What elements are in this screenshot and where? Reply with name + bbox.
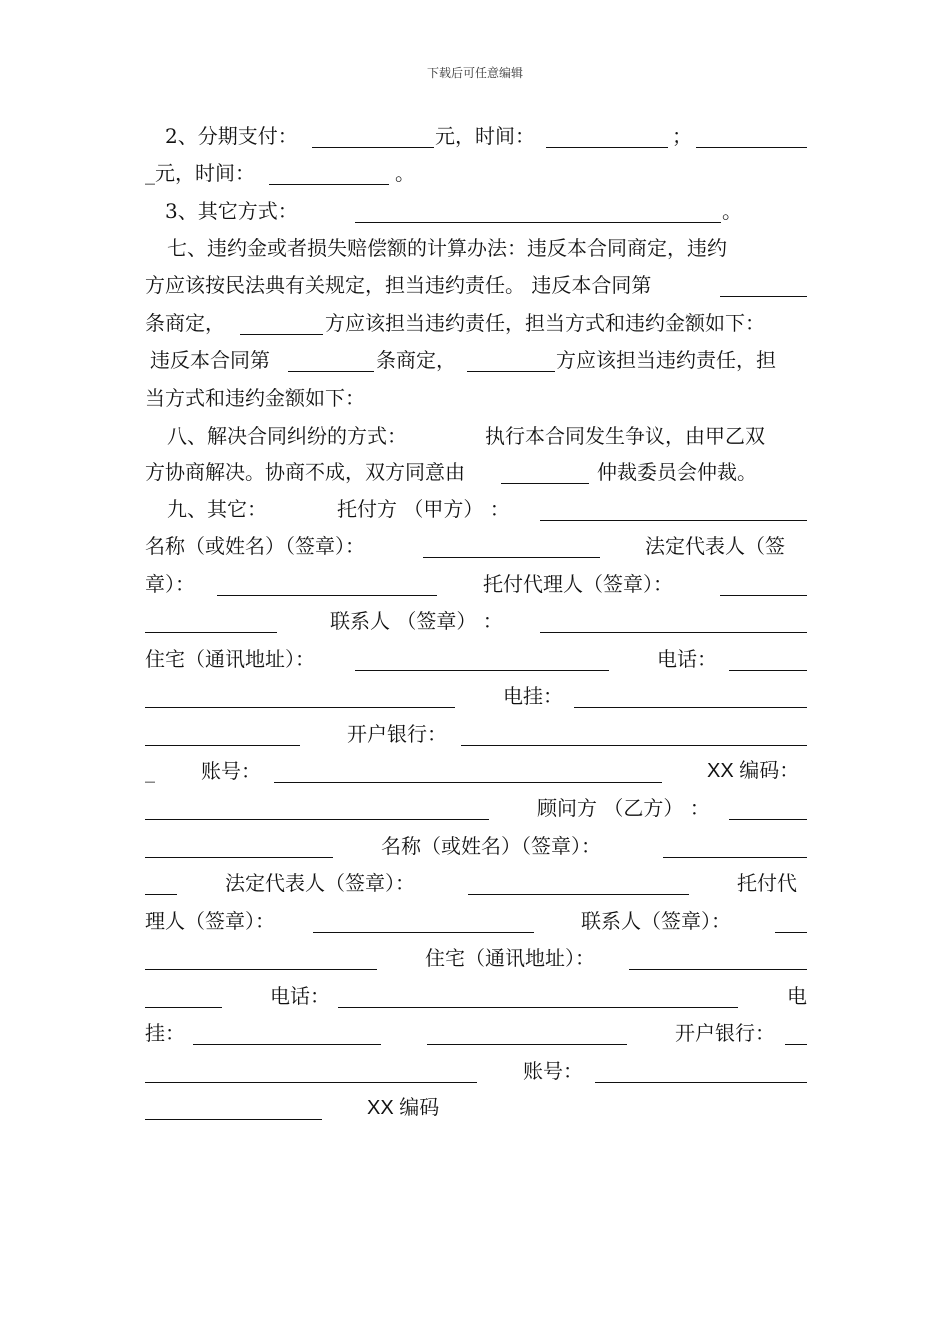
clause9-line9 <box>145 793 807 823</box>
clause9-line13 <box>145 943 807 973</box>
consultant-party-label: 顾问方 （乙方） ： <box>537 796 710 820</box>
client-phone-blank-2[interactable] <box>145 707 455 708</box>
arbitration-commission-blank[interactable] <box>501 483 589 484</box>
consultant-contact-blank[interactable] <box>775 932 807 933</box>
clause9-line15 <box>145 1018 807 1048</box>
consultant-account-blank-2[interactable] <box>145 1119 322 1120</box>
line-installment-2 <box>145 158 807 188</box>
consultant-bank-blank-2[interactable] <box>145 1082 477 1083</box>
client-agent-blank-2[interactable] <box>145 632 277 633</box>
clause9-line7 <box>145 719 807 749</box>
clause7-text-4b: 条商定， <box>376 348 456 372</box>
client-phone-blank[interactable] <box>729 670 807 671</box>
period-2: 。 <box>722 199 742 223</box>
consultant-party-blank-2[interactable] <box>145 857 333 858</box>
clause9-line5 <box>145 644 807 674</box>
client-contact-label: 联系人 （签章） ： <box>330 609 503 633</box>
client-name-blank[interactable] <box>423 557 600 558</box>
consultant-legal-rep-label: 法定代表人（签章）： <box>225 871 415 895</box>
consultant-agent-label: 托付代 <box>737 871 797 895</box>
client-account-blank[interactable] <box>274 782 662 783</box>
consultant-telegraph-label-2: 挂： <box>145 1021 185 1045</box>
client-account-label: 账号： <box>201 759 261 783</box>
clause7-line1 <box>145 233 807 263</box>
consultant-telegraph-label: 电 <box>787 984 807 1008</box>
clause7-text-3b: 方应该担当违约责任，担当方式和违约金额如下： <box>325 311 765 335</box>
clause8-text-2a: 方协商解决。协商不成，双方同意由 <box>145 460 465 484</box>
clause8-text-1b: 执行本合同发生争议，由甲乙双 <box>485 424 765 448</box>
yuan-time-label-2: _元，时间： <box>145 161 255 185</box>
yuan-time-label: 元，时间： <box>435 124 535 148</box>
consultant-name-label: 名称（或姓名）（签章）： <box>381 834 601 858</box>
client-party-blank[interactable] <box>540 520 807 521</box>
clause8-line1 <box>145 421 807 451</box>
consultant-agent-blank[interactable] <box>313 932 534 933</box>
period: 。 <box>395 161 415 185</box>
client-name-label: 名称（或姓名）（签章）： <box>145 534 365 558</box>
clause7-text-3a: 条商定， <box>145 311 225 335</box>
installment-time-blank-2[interactable] <box>269 184 389 185</box>
semicolon: ； <box>672 124 692 148</box>
client-bank-blank[interactable] <box>461 745 807 746</box>
clause7-article-blank-1[interactable] <box>720 296 807 297</box>
clause9-line14 <box>145 981 807 1011</box>
client-bank-underscore: _ <box>145 759 155 783</box>
client-telegraph-blank[interactable] <box>574 707 807 708</box>
consultant-name-blank-2[interactable] <box>145 894 177 895</box>
client-address-label: 住宅（通讯地址）： <box>145 647 315 671</box>
consultant-telegraph-blank-2[interactable] <box>427 1044 627 1045</box>
clause7-text-1: 七、违约金或者损失赔偿额的计算办法：违反本合同商定，违约 <box>167 236 727 260</box>
clause7-line2 <box>145 270 807 300</box>
clause9-line16 <box>145 1056 807 1086</box>
consultant-code-label: XX 编码 <box>367 1097 440 1119</box>
clause9-line4 <box>145 606 807 636</box>
client-bank-label: 开户银行： <box>347 722 447 746</box>
consultant-bank-label: 开户银行： <box>675 1021 775 1045</box>
installment-time-blank[interactable] <box>546 147 668 148</box>
consultant-contact-blank-2[interactable] <box>145 969 377 970</box>
line-other-method <box>145 196 807 226</box>
clause8-text-1a: 八、解决合同纠纷的方式： <box>167 424 407 448</box>
consultant-address-blank-2[interactable] <box>145 1007 222 1008</box>
consultant-telegraph-blank[interactable] <box>193 1044 381 1045</box>
client-agent-label: 托付代理人（签章）： <box>483 572 673 596</box>
clause9-line1 <box>145 494 807 524</box>
consultant-address-label: 住宅（通讯地址）： <box>425 946 595 970</box>
client-phone-label: 电话： <box>657 647 717 671</box>
client-agent-blank[interactable] <box>720 595 807 596</box>
client-telegraph-label: 电挂： <box>503 684 563 708</box>
clause9-line8 <box>145 756 807 786</box>
consultant-name-blank[interactable] <box>663 857 807 858</box>
installment-label: 2、分期支付： <box>165 124 298 148</box>
clause8-line2 <box>145 457 807 487</box>
clause7-line5 <box>145 383 807 413</box>
consultant-account-label: 账号： <box>523 1059 583 1083</box>
client-telegraph-blank-2[interactable] <box>145 745 300 746</box>
clause9-line11 <box>145 868 807 898</box>
clause7-text-4a: 违反本合同第 <box>150 348 270 372</box>
client-legal-rep-label-2: 章）： <box>145 572 195 596</box>
installment-amount-blank-2[interactable] <box>696 147 807 148</box>
clause9-line10 <box>145 831 807 861</box>
client-legal-rep-label: 法定代表人（签 <box>645 534 785 558</box>
consultant-account-blank[interactable] <box>595 1082 807 1083</box>
consultant-contact-label: 联系人（签章）： <box>581 909 731 933</box>
consultant-legal-rep-blank[interactable] <box>468 894 689 895</box>
clause7-text-4c: 方应该担当违约责任，担 <box>556 348 776 372</box>
clause9-line6 <box>145 681 807 711</box>
clause9-other: 九、其它： <box>167 497 267 521</box>
installment-amount-blank[interactable] <box>312 147 434 148</box>
consultant-address-blank[interactable] <box>629 969 807 970</box>
client-legal-rep-blank[interactable] <box>217 595 437 596</box>
header-note: 下载后可任意编辑 <box>426 66 523 80</box>
clause9-line17 <box>145 1093 807 1123</box>
clause8-text-2b: 仲裁委员会仲裁。 <box>597 460 757 484</box>
client-code-label: XX 编码： <box>707 760 800 782</box>
clause9-line3 <box>145 569 807 599</box>
clause7-party-blank-2[interactable] <box>467 371 555 372</box>
clause7-line4 <box>145 345 807 375</box>
consultant-bank-blank[interactable] <box>785 1044 807 1045</box>
clause9-line12 <box>145 906 807 936</box>
other-method-label: 3、其它方式： <box>165 199 298 223</box>
clause7-party-blank-1[interactable] <box>240 334 323 335</box>
client-code-blank[interactable] <box>145 819 489 820</box>
clause7-text-5: 当方式和违约金额如下： <box>145 386 365 410</box>
line-installment <box>145 121 807 151</box>
client-party-label: 托付方 （甲方） ： <box>337 497 510 521</box>
consultant-agent-label-2: 理人（签章）： <box>145 909 275 933</box>
client-address-blank[interactable] <box>355 670 609 671</box>
consultant-party-blank[interactable] <box>729 819 807 820</box>
consultant-phone-blank[interactable] <box>338 1007 738 1008</box>
consultant-phone-label: 电话： <box>270 984 330 1008</box>
clause7-article-blank-2[interactable] <box>288 371 374 372</box>
other-method-blank[interactable] <box>355 222 721 223</box>
client-contact-blank[interactable] <box>540 632 807 633</box>
clause9-line2 <box>145 531 807 561</box>
clause7-line3 <box>145 308 807 338</box>
clause7-text-2: 方应该按民法典有关规定，担当违约责任。 违反本合同第 <box>145 273 652 297</box>
